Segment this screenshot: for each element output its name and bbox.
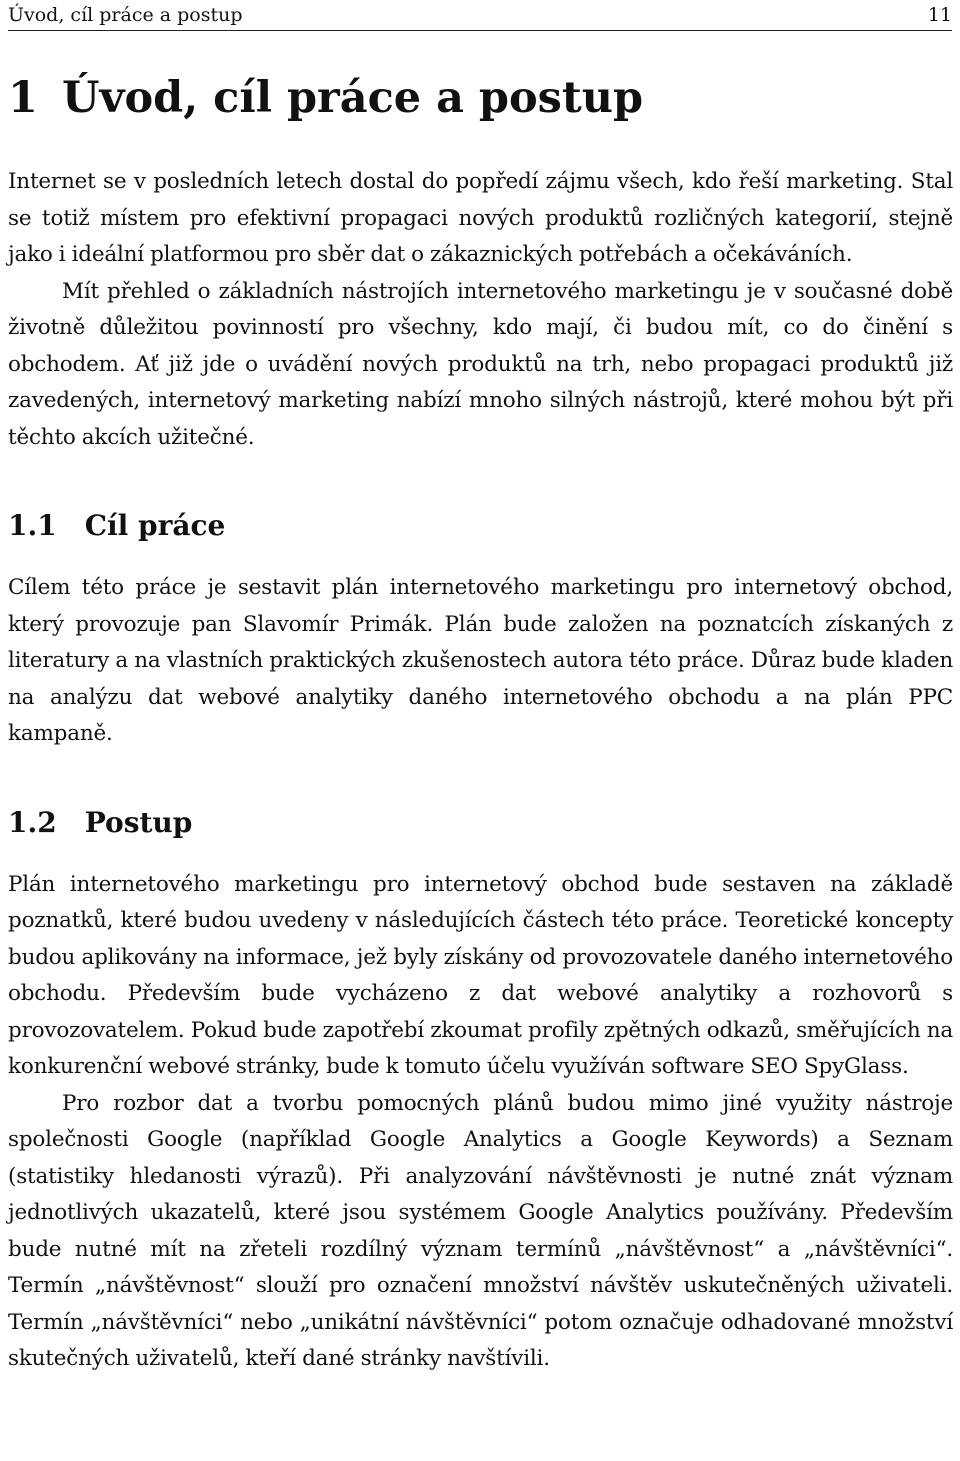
chapter-number: 1 <box>8 73 38 123</box>
procedure-paragraph-1: Plán internetového marketingu pro internetový obchod bude sestaven na základě poznatků, které budou uvedeny v následujících částech této práce. Teoretické koncepty budou aplikovány na informace, jež byly získány od provozovatele daného internetového obchodu. Především bude vycházeno z dat webové analytiky a rozhovorů s provozovatelem. Pokud bude zapotřebí zkoumat profily zpětných odkazů, směřujících na konkurenční webové stránky, bude k tomuto účelu využíván software SEO SpyGlass. <box>8 871 953 1079</box>
chapter-paragraph-2: Mít přehled o základních nástrojích internetového marketingu je v současné době životně důležitou povinností pro všechny, kdo mají, či budou mít, co do činění s obchodem. Ať již jde o uvádění nových produktů na trh, nebo propagaci produktů již zavedených, internetový marketing nabízí mnoho silných nástrojů, které mohou být při těchto akcích užitečné. <box>8 278 953 450</box>
goal-paragraph-1: Cílem této práce je sestavit plán internetového marketingu pro internetový obchod, který provozuje pan Slavomír Primák. Plán bude založen na poznatcích získaných z literatury a na vlastních praktických zkušenostech autora této práce. Důraz bude kladen na analýzu dat webové analytiky daného internetového obchodu a na plán PPC kampaně. <box>8 575 953 746</box>
chapter-title: Úvod, cíl práce a postup <box>62 73 644 123</box>
section-heading-goal <box>8 508 953 544</box>
chapter-paragraph-1: Internet se v posledních letech dostal do popředí zájmu všech, kdo řeší marketing. Stal se totiž místem pro efektivní propagaci nových produktů rozličných kategorií, stejně jako i ideální platformou pro sběr dat o zákaznických potřebách a očekáváních. <box>8 169 953 267</box>
procedure-paragraph-2: Pro rozbor dat a tvorbu pomocných plánů budou mimo jiné využity nástroje společnosti Google (například Google Analytics a Google Keywords) a Seznam (statistiky hledanosti výrazů). Při analyzování návštěvnosti je nutné znát význam jednotlivých ukazatelů, které jsou systémem Google Analytics používány. Především bude nutné mít na zřeteli rozdílný význam termínů „návštěvnost“ a „návštěvníci“. Termín „návštěvnost“ slouží pro označení množství návštěv uskutečněných uživateli. Termín „návštěvníci“ nebo „unikátní návštěvníci“ potom označuje odhadované množství skutečných uživatelů, kteří dané stránky navštívili. <box>8 1090 953 1371</box>
running-header <box>8 4 952 31</box>
chapter-heading <box>8 70 953 126</box>
section-number: 1.1 <box>8 509 57 542</box>
section-number: 1.2 <box>8 805 57 839</box>
page-number: 11 <box>927 4 952 26</box>
section-title: Cíl práce <box>84 509 226 542</box>
section-title: Postup <box>84 805 193 839</box>
running-header-title: Úvod, cíl práce a postup <box>8 4 243 26</box>
section-heading-procedure <box>8 805 953 841</box>
page-content <box>8 70 953 1378</box>
